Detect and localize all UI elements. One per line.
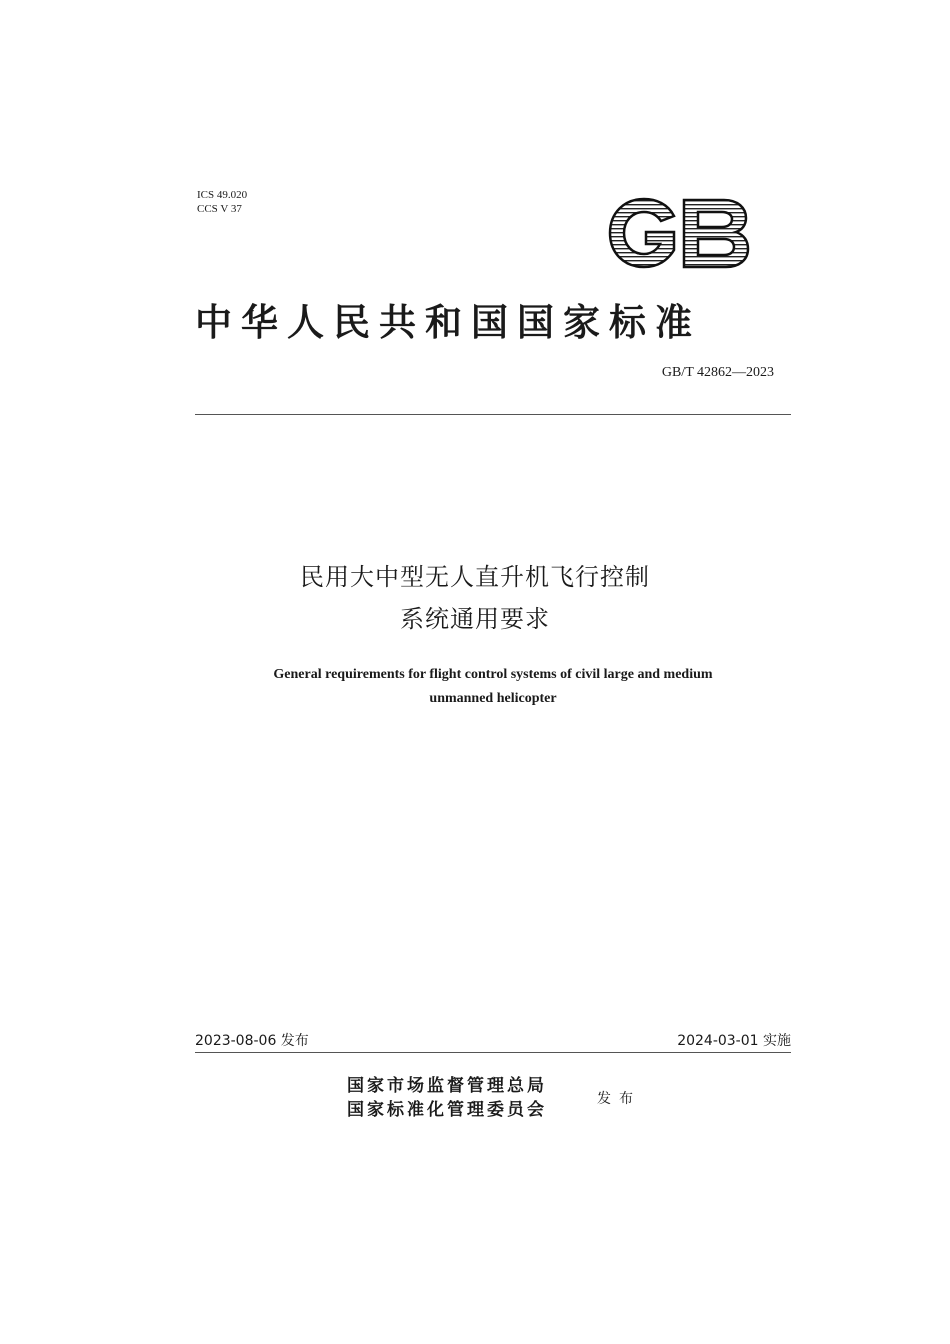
standard-category-title: 中华人民共和国国家标准	[195, 300, 701, 344]
ccs-code: CCS V 37	[197, 203, 242, 215]
publisher-sac: 国家标准化管理委员会	[347, 1100, 547, 1120]
document-title-en	[0, 663, 950, 711]
document-title-en-line1: General requirements for flight control systems of civil large and medium	[273, 667, 713, 682]
document-title-en-line2: unmanned helicopter	[429, 691, 557, 706]
gb-logo	[606, 196, 752, 270]
publisher-samr: 国家市场监督管理总局	[347, 1076, 547, 1096]
header-divider	[195, 414, 791, 415]
footer-divider	[195, 1052, 791, 1053]
gb-logo-graphic	[606, 196, 752, 270]
standard-number: GB/T 42862—2023	[661, 365, 774, 380]
publish-label: 发布	[597, 1091, 641, 1107]
publisher-block	[347, 1074, 547, 1122]
ics-code: ICS 49.020	[197, 189, 248, 201]
document-title-zh-line2: 系统通用要求	[400, 605, 550, 633]
issue-date: 2023-08-06 发布	[195, 1033, 309, 1049]
classification-codes	[197, 188, 247, 216]
document-title-zh	[0, 556, 950, 640]
document-title-zh-line1: 民用大中型无人直升机飞行控制	[300, 563, 650, 591]
effective-date: 2024-03-01 实施	[677, 1033, 791, 1049]
